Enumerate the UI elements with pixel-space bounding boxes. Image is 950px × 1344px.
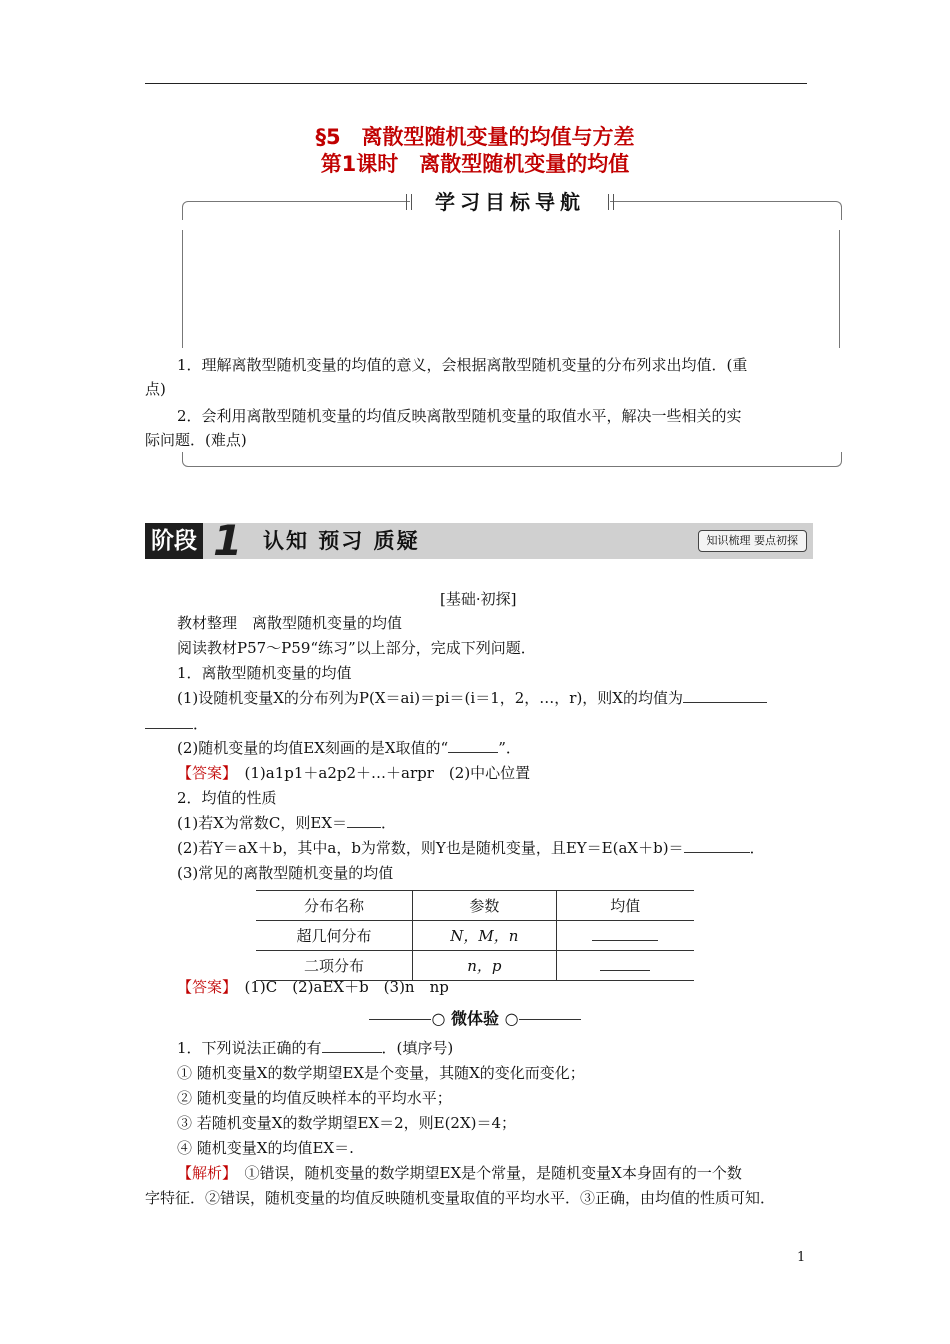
question-1a: (1)设随机变量X的分布列为P(X＝ai)＝pi＝(i＝1，2，…，r)，则X的均值为 bbox=[177, 686, 767, 710]
instruction-line: 阅读教材P57～P59“练习”以上部分，完成下列问题． bbox=[177, 639, 536, 657]
topic-line: 教材整理 离散型随机变量的均值 bbox=[177, 614, 403, 632]
table-cell: N，M，n bbox=[413, 921, 556, 951]
option-1: ① 随机变量X的数学期望EX是个变量，其随X的变化而变化； bbox=[177, 1064, 585, 1082]
table-header: 分布名称 bbox=[304, 897, 365, 915]
answer-tag: 【答案】 bbox=[177, 978, 230, 996]
question-1b: (2)随机变量的均值EX刻画的是X取值的“ ”． bbox=[177, 739, 521, 757]
analysis-tag: 【解析】 bbox=[177, 1164, 230, 1182]
goal-item-2: 2．会利用离散型随机变量的均值反映离散型随机变量的取值水平，解决一些相关的实 bbox=[177, 407, 742, 425]
table-row bbox=[256, 921, 694, 951]
table-cell-blank bbox=[556, 951, 694, 981]
goal-item-1: 1．理解离散型随机变量的均值的意义，会根据离散型随机变量的分布列求出均值．(重 bbox=[177, 356, 748, 374]
stage-number: 1 bbox=[213, 516, 243, 565]
goals-heading: 学习目标导航 bbox=[410, 190, 610, 214]
table-header: 均值 bbox=[556, 891, 694, 921]
analysis-line-2: 字特征．②错误，随机变量的均值反映随机变量取值的平均水平．③正确，由均值的性质可知． bbox=[145, 1189, 776, 1207]
stage-label: 阶段 bbox=[145, 523, 203, 559]
micro-question: 1．下列说法正确的有 ．(填序号) bbox=[177, 1039, 454, 1057]
question-1a-cont: ． bbox=[145, 712, 208, 736]
heading-properties: 2．均值的性质 bbox=[177, 789, 277, 807]
lesson-title: 第1课时 离散型随机变量的均值 bbox=[320, 152, 630, 176]
heading-mean: 1．离散型随机变量的均值 bbox=[177, 664, 352, 682]
table-header: 参数 bbox=[413, 891, 556, 921]
header-rule bbox=[145, 83, 807, 84]
question-2b: (2)若Y＝aX＋b，其中a，b为常数，则Y也是随机变量，且EY＝E(aX＋b)＝ ． bbox=[177, 839, 765, 857]
question-2a: (1)若X为常数C，则EX＝ ． bbox=[177, 814, 397, 832]
section-tag: [基础·初探] bbox=[440, 590, 517, 608]
stage-tag: 知识梳理 要点初探 bbox=[698, 530, 808, 552]
stage-subtitle: 认知 预习 质疑 bbox=[263, 529, 420, 553]
distribution-table bbox=[256, 890, 694, 981]
stage-banner bbox=[145, 516, 813, 565]
option-2: ② 随机变量的均值反映样本的平均水平； bbox=[177, 1089, 452, 1107]
section-title: §5 离散型随机变量的均值与方差 bbox=[315, 125, 635, 149]
option-3: ③ 若随机变量X的数学期望EX＝2，则E(2X)＝4； bbox=[177, 1114, 517, 1132]
goal-item-2-cont: 际问题．(难点) bbox=[145, 431, 247, 449]
table-cell: n，p bbox=[413, 951, 556, 981]
goal-item-1-cont: 点) bbox=[145, 380, 166, 398]
table-header-row bbox=[256, 891, 694, 921]
micro-experience-heading: ○ 微体验 ○ bbox=[0, 1006, 950, 1029]
table-cell: 超几何分布 bbox=[296, 927, 372, 945]
analysis-line-1: 【解析】 ①错误，随机变量的数学期望EX是个常量，是随机变量X本身固有的一个数 bbox=[177, 1164, 742, 1182]
question-2c: (3)常见的离散型随机变量的均值 bbox=[177, 864, 394, 882]
answer-1: 【答案】 (1)a1p1＋a2p2＋…＋arpr (2)中心位置 bbox=[177, 764, 531, 782]
option-4: ④ 随机变量X的均值EX＝. bbox=[177, 1139, 354, 1157]
answer-tag: 【答案】 bbox=[177, 764, 230, 782]
learning-goals-box bbox=[182, 190, 840, 470]
page-number: 1 bbox=[797, 1250, 806, 1265]
answer-2: 【答案】 (1)C (2)aEX＋b (3)n np bbox=[177, 978, 449, 996]
table-cell: 二项分布 bbox=[304, 957, 365, 975]
table-cell-blank bbox=[556, 921, 694, 951]
